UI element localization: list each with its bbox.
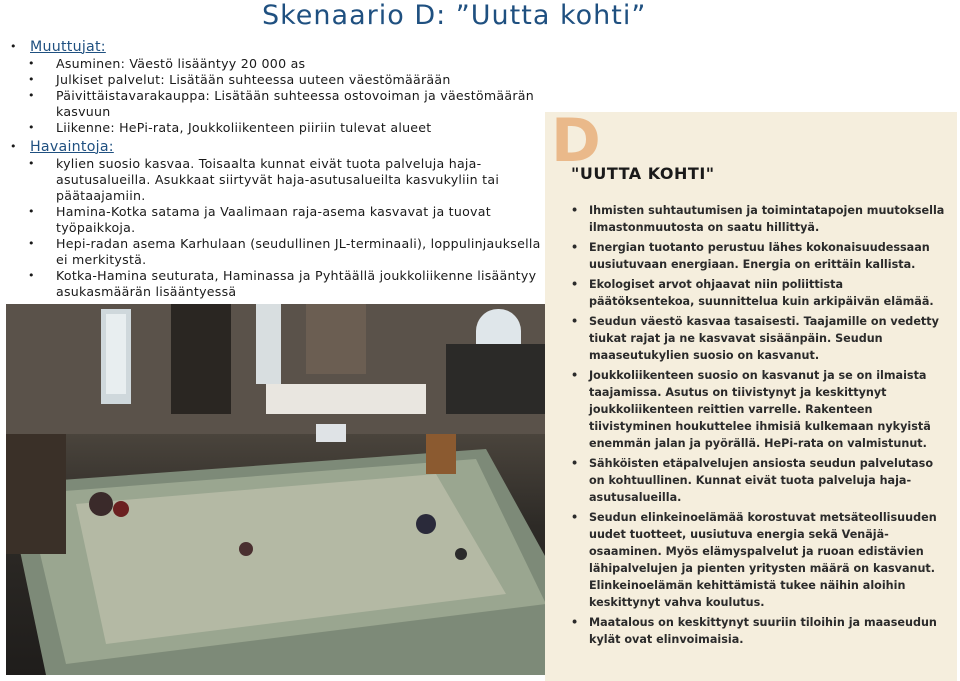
poster-list (567, 202, 945, 651)
poster-item: • Joukkoliikenteen suosio on kasvanut ja se on ilmaista taajamissa. Asutus on tiivistynyt ja keskittynyt joukkoliikenteen reittien varrelle. Rakenteen tiivistyminen houkuttelee ihmisiä kulkemaan nykyistä enemmän jalan ja pyörällä. HePi-rata on valmistunut. (567, 367, 945, 452)
list-item: • Hepi-radan asema Karhulaan (seudullinen JL-terminaali), loppulinjauksella ei merkitystä. (28, 236, 541, 267)
workshop-photo-illustration (6, 304, 568, 675)
bullet-list (10, 38, 555, 300)
scenario-poster (545, 112, 957, 681)
poster-letter: D (551, 112, 601, 176)
slide-title: Skenaario D: ”Uutta kohti” (262, 0, 647, 31)
list-item: • Päivittäistavarakauppa: Lisätään suhteessa ostovoiman ja väestömäärän kasvuun (28, 88, 534, 119)
list-item: • kylien suosio kasvaa. Toisaalta kunnat eivät tuota palveluja haja-asutusalueilla. Asukkaat siirtyvät haja-asutusalueilta kasvukyliin tai päätaajamiin. (28, 156, 500, 203)
list-item: • Hamina-Kotka satama ja Vaalimaan raja-asema kasvavat ja tuovat työpaikkoja. (28, 204, 491, 235)
poster-item: • Ihmisten suhtautumisen ja toimintatapojen muutoksella ilmastonmuutosta on saatu hillittyä. (567, 202, 945, 236)
list-item: • Liikenne: HePi-rata, Joukkoliikenteen piiriin tulevat alueet (28, 120, 432, 135)
section-heading-muuttujat: • Muuttujat: (10, 39, 106, 55)
poster-item: • Maatalous on keskittynyt suuriin tiloihin ja maaseudun kylät ovat elinvoimaisia. (567, 614, 945, 648)
poster-item: • Ekologiset arvot ohjaavat niin poliittista päätöksentekoa, suunnittelua kuin arkipäivän elämää. (567, 276, 945, 310)
section-heading-havaintoja: • Havaintoja: (10, 139, 114, 155)
list-item: • Asuminen: Väestö lisääntyy 20 000 as (28, 56, 306, 71)
list-item: • Julkiset palvelut: Lisätään suhteessa uuteen väestömäärään (28, 72, 451, 87)
poster-item: • Sähköisten etäpalvelujen ansiosta seudun palvelutaso on kohtuullinen. Kunnat eivät tuota palveluja haja-asutusalueilla. (567, 455, 945, 506)
workshop-photo (6, 304, 568, 675)
poster-title: "UUTTA KOHTI" (571, 164, 715, 183)
poster-item: • Energian tuotanto perustuu lähes kokonaisuudessaan uusiutuvaan energiaan. Energia on erittäin kallista. (567, 239, 945, 273)
list-item: • Kotka-Hamina seuturata, Haminassa ja Pyhtäällä joukkoliikenne lisääntyy asukasmäärän lisääntyessä (28, 268, 537, 299)
poster-item: • Seudun väestö kasvaa tasaisesti. Taajamille on vedetty tiukat rajat ja ne kasvavat sisäänpäin. Seudun maaseutukylien suosio on kasvanut. (567, 313, 945, 364)
poster-item: • Seudun elinkeinoelämää korostuvat metsäteollisuuden uudet tuotteet, uusiutuva energia sekä Venäjä-osaaminen. Myös elämyspalvelut ja ruoan edistävien lähipalvelujen ja pienten yritysten määrä on kasvanut. Elinkeinoelämän kehittämistä tukee näihin aloihin keskittynyt vahva koulutus. (567, 509, 945, 611)
